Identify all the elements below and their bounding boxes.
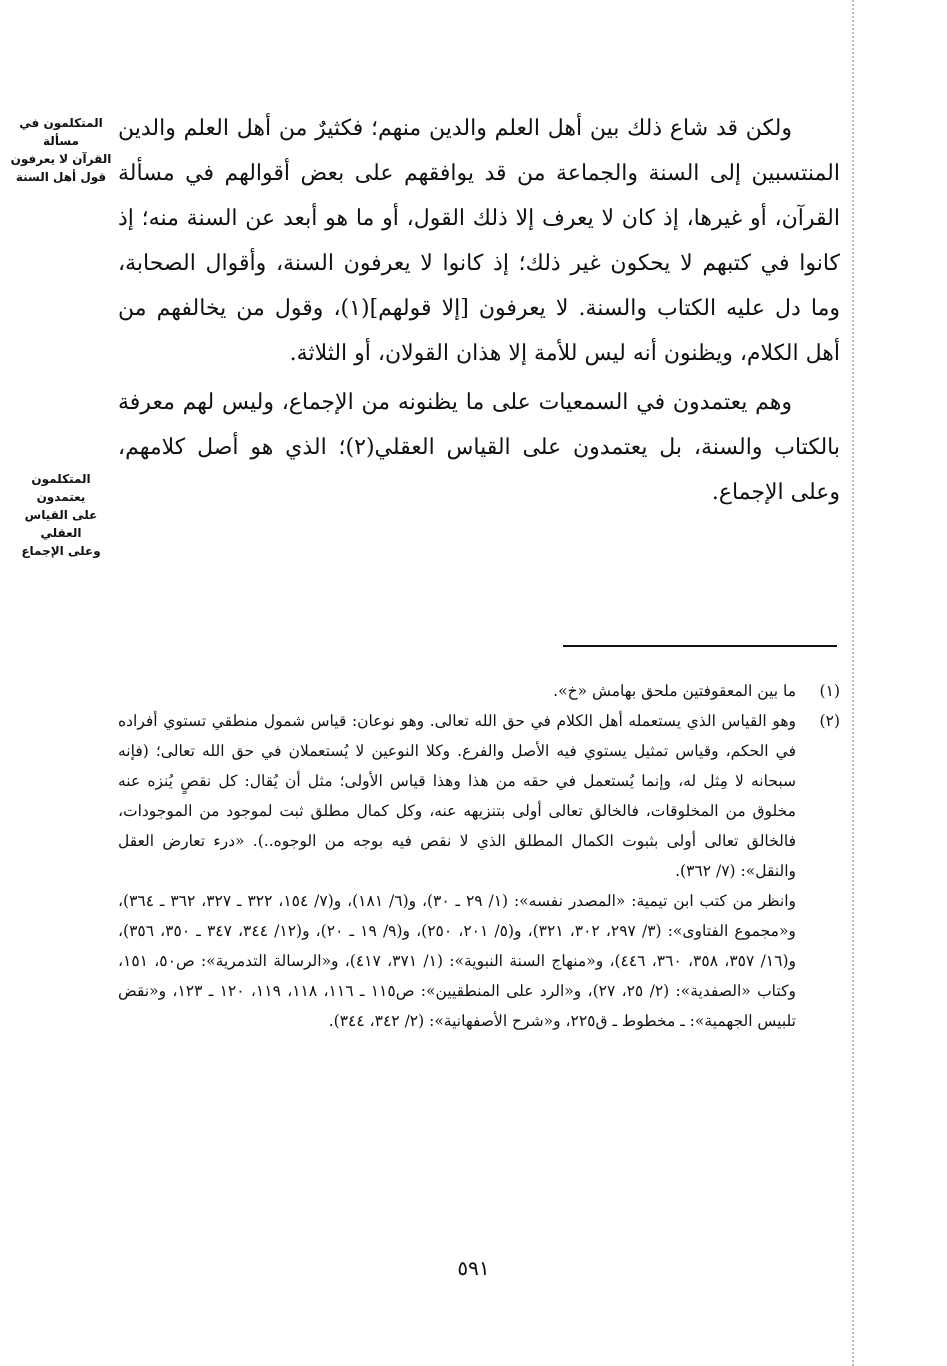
side-note-1 bbox=[6, 114, 116, 186]
side-note-line: قول أهل السنة bbox=[15, 170, 107, 184]
footnote bbox=[118, 706, 840, 886]
footnotes bbox=[118, 676, 840, 1036]
main-text bbox=[118, 106, 840, 515]
footnote-text: ما بين المعقوفتين ملحق بهامش «خ». bbox=[553, 682, 796, 700]
paragraph bbox=[118, 106, 840, 376]
footnote-number: (١) bbox=[819, 682, 840, 700]
side-note-line: المتكلمون في مسألة bbox=[19, 116, 103, 148]
page-number: ٥٩١ bbox=[457, 1256, 490, 1280]
footnote bbox=[118, 676, 840, 706]
footnote-text: وهو القياس الذي يستعمله أهل الكلام في حق الله تعالى. وهو نوعان: قياس شمول منطقي تستوي أفراده في الحكم، وقياس تمثيل يستوي فيه الأصل والفرع. وكلا النوعين لا يُستعملان في حق الله تعالى؛ (فإنه سبحانه لا مِثل له، وإنما يُستعمل في حقه من هذا وهذا قياس الأولى؛ مثل أن يُقال: كل نقصٍ يُنزه عنه مخلوق من المخلوقات، فالخالق تعالى أولى بتنزيهه عنه، وكل كمال مطلق ثبت لموجود من الموجودات، فالخالق تعالى أولى بثبوت الكمال المطلق الذي لا نقص فيه بوجه من الوجوه..). «درء تعارض العقل والنقل»: (٧/ ٣٦٢). bbox=[118, 712, 796, 880]
footnote-number: (٢) bbox=[819, 712, 840, 730]
paragraph-text: ولكن قد شاع ذلك بين أهل العلم والدين منهم؛ فكثيرٌ من أهل العلم والدين المنتسبين إلى السنة والجماعة من قد يوافقهم على بعض أقوالهم في مسألة القرآن، أو غيرها، إذ كان لا يعرف إلا ذلك القول، أو ما هو أبعد عن السنة منه؛ إذ كانوا في كتبهم لا يحكون غير ذلك؛ إذ كانوا لا يعرفون السنة، وأقوال الصحابة، وما دل عليه الكتاب والسنة. لا يعرفون [إلا قولهم](١)، وقول من يخالفهم من أهل الكلام، ويظنون أنه ليس للأمة إلا هذان القولان، أو الثلاثة. bbox=[118, 116, 840, 366]
margin-guide-line bbox=[852, 0, 854, 1366]
side-note-line: وعلى الإجماع bbox=[21, 544, 101, 558]
side-note-2 bbox=[6, 470, 116, 560]
paragraph bbox=[118, 380, 840, 515]
footnote-continuation bbox=[118, 886, 840, 1036]
footnote-separator bbox=[563, 645, 837, 647]
side-note-line: القرآن لا يعرفون bbox=[10, 152, 112, 166]
side-note-line: على القياس العقلي bbox=[24, 508, 98, 540]
paragraph-text: وهم يعتمدون في السمعيات على ما يظنونه من الإجماع، وليس لهم معرفة بالكتاب والسنة، بل يعتمدون على القياس العقلي(٢)؛ الذي هو أصل كلامهم، وعلى الإجماع. bbox=[118, 390, 840, 505]
side-note-line: المتكلمون يعتمدون bbox=[31, 472, 91, 504]
footnote-text: وانظر من كتب ابن تيمية: «المصدر نفسه»: (١/ ٢٩ ـ ٣٠)، و(٦/ ١٨١)، و(٧/ ١٥٤، ٣٢٢ ـ ٣٢٧، ٣٦٢ ـ ٣٦٤)، و«مجموع الفتاوى»: (٣/ ٢٩٧، ٣٠٢، ٣٢١)، و(٥/ ٢٠١، ٢٥٠)، و(٩/ ١٩ ـ ٢٠)، و(١٢/ ٣٤٤، ٣٤٧ ـ ٣٥٠، ٣٥٦)، و(١٦/ ٣٥٧، ٣٥٨، ٣٦٠، ٤٤٦)، و«منهاج السنة النبوية»: (١/ ٣٧١، ٤١٧)، و«الرسالة التدمرية»: ص٥٠، ١٥١، وكتاب «الصفدية»: (٢/ ٢٥، ٢٧)، و«الرد على المنطقيين»: ص١١٥ ـ ١١٦، ١١٨، ١١٩، ١٢٠ ـ ١٢٣، و«نقض تلبيس الجهمية»: ـ مخطوط ـ ق٢٢٥، و«شرح الأصفهانية»: (٢/ ٣٤٢، ٣٤٤). bbox=[118, 892, 797, 1030]
